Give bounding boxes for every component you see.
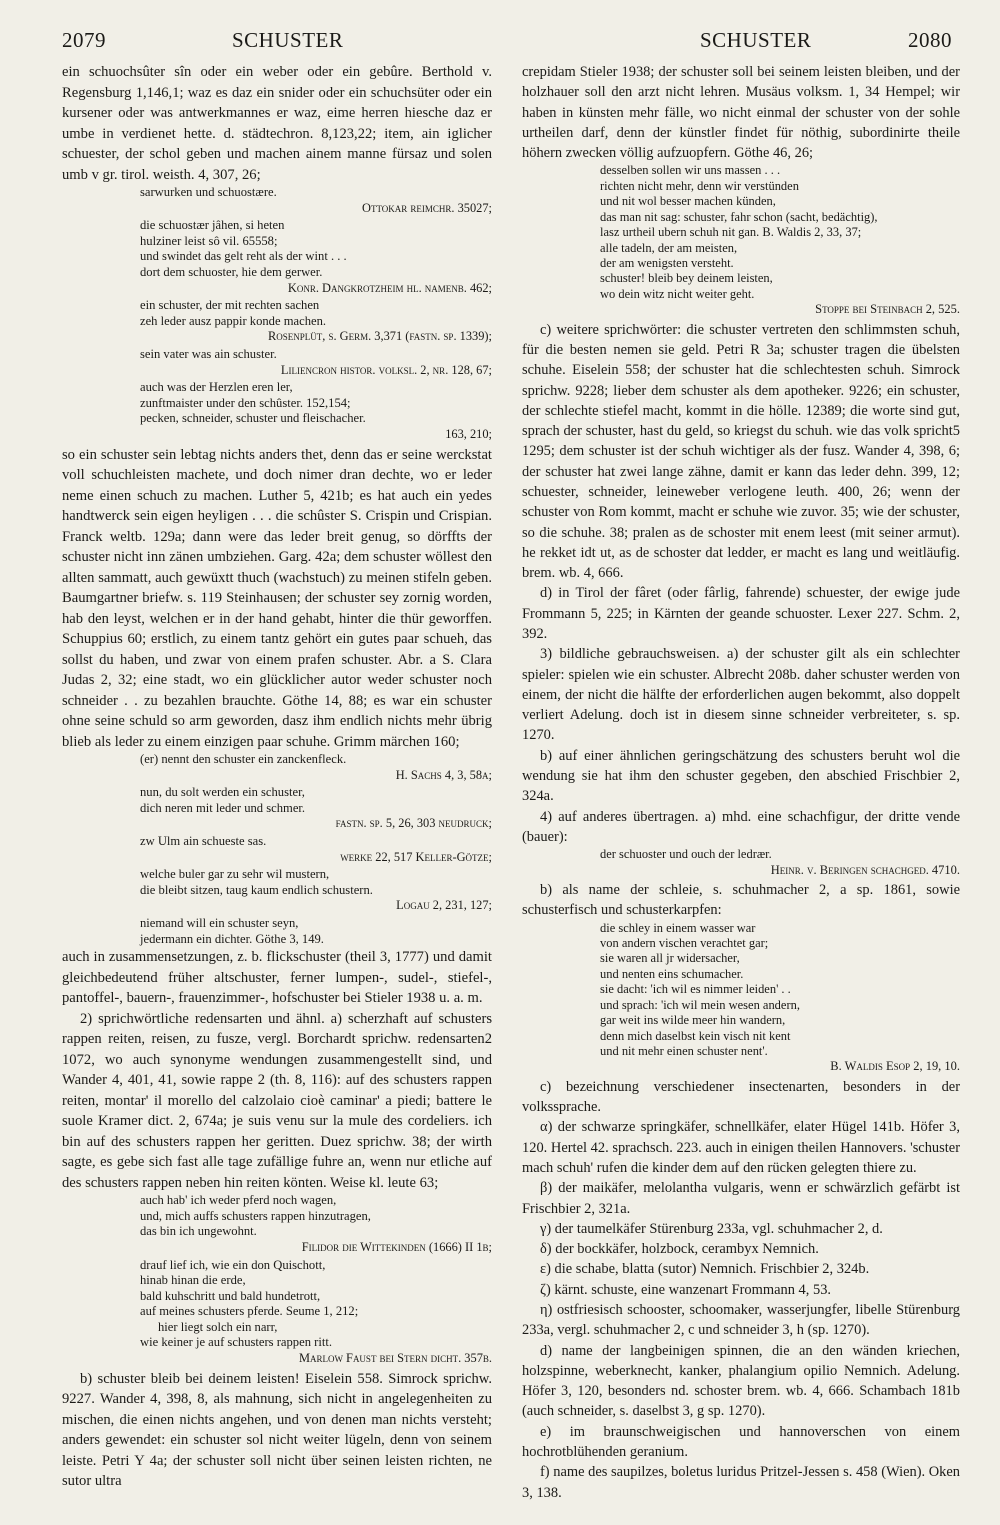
quote-line: die bleibt sitzen, taug kaum endlich schustern.: [140, 882, 373, 897]
quote-line: und, mich auffs schusters rappen hinzutragen,: [140, 1208, 371, 1223]
quote-line: von andern vischen verachtet gar;: [600, 935, 769, 950]
right-column: [522, 62, 960, 1503]
citation-source: Ottokar reimchr. 35027;: [362, 200, 492, 215]
paragraph: b) schuster bleib bei deinem leisten! Eiselein 558. Simrock sprichw. 9227. Wander 4, 398, 8, als mahnung, sich nicht in angelegenheiten zu mischen, die einen nichts angehen, und von denen man nichts versteht; anders gewendet: ein schuster sol nicht weiter lügeln, denn von seinem leiste. Petri Y 4a; der schuster soll nicht über seinen leisten richten, ne sutor ultra: [62, 1370, 492, 1490]
page-number-left: 2079: [62, 28, 106, 52]
citation-source: werke 22, 517 Keller-Götze;: [340, 849, 492, 864]
paragraph: d) name der langbeinigen spinnen, die an den wänden kriechen, holzspinne, weberknecht, kanker, phalangium opilio Nemnich. Adelung. Höfer 3, 120, besonders nd. schoster brem. wb. 4, 666. Schambach 181b (auch schneider, s. daselbst 3, g sp. 1270).: [522, 1342, 960, 1420]
paragraph: 2) sprichwörtliche redensarten und ähnl. a) scherzhaft auf schusters rappen reiten, reisen, zu fusze, vergl. Borchardt sprichw. redensarten2 1072, wo auch synonyme wendungen zusammengestellt sind, und Wander 4, 401, 41, sowie rappe 2 (th. 8, 116): auf des schusters rappen reiten, montar' il morello del calzolaio cioè caminar' a piedi; battere le suole Kramer dict. 2, 674a; je suis venu sur la mule des cordeliers. ich bin auf des schusters rappen her geritten. Duez sprichw. 38; der wirth sagte, es gebe sich fast alle tage zufällige fuhre an, wenn nur etliche auf des schusters rappen neben hin reiten könten. Weise kl. leute 63;: [62, 1010, 492, 1191]
quote-line: pecken, schneider, schuster und fleischacher.: [140, 411, 366, 426]
quote-line: hulziner leist sô vil. 65558;: [140, 233, 278, 248]
quote-line: (er) nennt den schuster ein zanckenfleck.: [140, 752, 347, 766]
quote-line: desselben sollen wir uns massen . . .: [600, 163, 781, 178]
quote-line: auch hab' ich weder pferd noch wagen,: [140, 1193, 337, 1208]
quote-line: wie keiner je auf schusters rappen ritt.: [140, 1335, 332, 1350]
quote-line: lasz urtheil ubern schuh nit gan. B. Waldis 2, 33, 37;: [600, 225, 862, 240]
quote-line: jedermann ein dichter. Göthe 3, 149.: [140, 931, 324, 946]
quote-line: und nenten eins schumacher.: [600, 966, 744, 981]
quote-line: niemand will ein schuster seyn,: [140, 915, 299, 930]
quote-line: ein schuster, der mit rechten sachen: [140, 298, 320, 313]
citation-source: Rosenplüt, s. Germ. 3,371 (fastn. sp. 1339);: [267, 329, 492, 344]
paragraph: 3) bildliche gebrauchsweisen. a) der schuster gilt als ein schlechter spieler: spielen wie ein schuster. Albrecht 208b. daher schuster werden von einem, der nicht die hälfte der erforderlichen augen bekommt, also doppelt verliert Adelung. doch ist in diesem sinne schneider verbreiteter, s. sp. 1270.: [522, 646, 960, 744]
quote-line: und sprach: 'ich wil mein wesen andern,: [600, 997, 800, 1012]
paragraph: b) auf einer ähnlichen geringschätzung des schusters beruht wol die wendung sie hat ihm den schuster gegeben, den abschied Frischbier 2, 324a.: [522, 747, 960, 805]
quote-line: die schley in einem wasser war: [600, 920, 756, 935]
quote-line: auf meines schusters pferde. Seume 1, 212;: [140, 1304, 359, 1319]
citation-source: B. Waldis Esop 2, 19, 10.: [830, 1059, 960, 1074]
citation-source: Filidor die Wittekinden (1666) II 1b;: [301, 1239, 492, 1254]
citation-source: H. Sachs 4, 3, 58a;: [395, 767, 492, 782]
paragraph: η) ostfriesisch schooster, schoomaker, wasserjungfer, libelle Stürenburg 233a, vergl. schuhmacher 2, c und schneider 3, h (sp. 1270).: [522, 1302, 960, 1339]
quote-line: und nit mehr einen schuster nent'.: [600, 1044, 768, 1059]
quote-line: das bin ich ungewohnt.: [140, 1224, 257, 1239]
paragraph: c) bezeichnung verschiedener insectenarten, besonders in der volkssprache.: [522, 1078, 960, 1116]
quote-line: sie dacht: 'ich wil es nimmer leiden' . .: [600, 982, 791, 997]
quote-line: wo dein witz nicht weiter geht.: [600, 286, 755, 301]
quote-line: der am wenigsten versteht.: [600, 256, 734, 271]
paragraph: δ) der bockkäfer, holzbock, cerambyx Nemnich.: [540, 1241, 819, 1258]
paragraph: α) der schwarze springkäfer, schnellkäfer, elater Hügel 141b. Höfer 3, 120. Hertel 42. sprachsch. 223. auch in einigen theilen Hannovers. 'schuster mach schuh' rufen die kinder dem auf den rücken gelegten thiere zu.: [522, 1119, 960, 1177]
quote-line: das man nit sag: schuster, fahr schon (sacht, bedächtig),: [600, 209, 878, 224]
paragraph: c) weitere sprichwörter: die schuster vertreten den schlimmsten schuh, für die besten nemen sie geld. Petri R 3a; schuster tragen die übelsten schuhe. Eiselein 558; der schuster hat die schlechtesten schuh. Simrock sprichw. 9228; lieber dem schuster als dem apotheker. 9226; ein schuster, der schlechte stiefel macht, kommt in die hölle. 12389; die worte sind gut, sprach der schuster, hast du geld, so kriegst du schuh. wie das volk spricht5 1295; dem schuster ist der schuh wichtiger als der fusz. Wander 4, 398, 6; der schuster hat zwei lange zähne, damit er kann das leder dehn. 399, 12; schuester, schneider, leineweber verlogene leuth. 400, 26; wenn der schuster von Rom kommt, macht er schuhe wie zuvor. 35; wie der schuster, so die schuhe. 38; pralen as de schoster mit enem leest (mit seiner armut). he rekket idt ut, as de schoster dat ledder, er macht es lang und weitläufig. brem. wb. 4, 666.: [522, 321, 960, 582]
paragraph: b) als name der schleie, s. schuhmacher 2, a sp. 1861, sowie schusterfisch und schusterkarpfen:: [522, 881, 960, 919]
quote-line: und swindet das gelt reht als der wint . . .: [140, 249, 347, 264]
paragraph: e) im braunschweigischen und hannoverschen von einem hochrotblühenden geranium.: [522, 1423, 960, 1460]
quote-line: nun, du solt werden ein schuster,: [140, 785, 305, 800]
quote-line: zeh leder ausz pappir konde machen.: [140, 313, 327, 328]
quote-line: denn mich daselbst kein visch nit kent: [600, 1028, 791, 1043]
quote-line: zw Ulm ain schueste sas.: [140, 833, 267, 848]
paragraph: β) der maikäfer, melolantha vulgaris, wenn er schwärzlich gefärbt ist Frischbier 2, 321a.: [522, 1180, 960, 1217]
citation-source: Stoppe bei Steinbach 2, 525.: [815, 302, 960, 317]
quote-line: dich neren mit leder und schmer.: [140, 800, 306, 815]
citation-source: Heinr. v. Beringen schachged. 4710.: [770, 862, 960, 877]
quote-line: schuster! bleib bey deinem leisten,: [600, 271, 773, 286]
paragraph: crepidam Stieler 1938; der schuster soll bei seinem leisten bleiben, und der holzhauer soll den arzt nicht lehren. Musäus volksm. 1, 34 Hempel; wir haben in künsten mehr fälle, wo nicht einmal der schuster von der sohle urtheilen darf, denn der künstler findet für nöthig, subordinirte theile höhern zwecken völlig aufzuopfern. Göthe 46, 26;: [522, 64, 960, 162]
quote-line: hier liegt solch ein narr,: [158, 1319, 278, 1334]
quote-line: sarwurken und schuostære.: [140, 185, 277, 199]
quote-line: dort dem schuoster, hie dem gerwer.: [140, 264, 323, 279]
paragraph: d) in Tirol der fâret (oder fârlig, fahrende) schuester, der ewige jude Frommann 5, 225; in Kärnten der geande schuoster. Lexer 227. Schm. 2, 392.: [522, 585, 960, 642]
running-headword-left: SCHUSTER: [232, 28, 344, 52]
paragraph: γ) der taumelkäfer Stürenburg 233a, vgl. schuhmacher 2, d.: [540, 1220, 883, 1237]
citation-source: Konr. Dangkrotzheim hl. namenb. 462;: [287, 280, 492, 295]
paragraph: ein schuochsûter sîn oder ein weber oder ein gebûre. Berthold v. Regensburg 1,146,1; waz es daz ein snider oder ein schuchsüter oder ein kursener oder was antwerkmannes er waz, eime herren hiesche daz er umbe in verdienet hette. d. städtechron. 8,123,22; item, ain iglicher schuester, der schol geben und machen ainem manne fürsaz und solen umb v gr. tirol. weisth. 4, 307, 26;: [62, 64, 492, 183]
quote-line: die schuostær jâhen, si heten: [140, 218, 285, 233]
quote-line: zunftmaister under den schûster. 152,154;: [140, 395, 351, 410]
page-number-right: 2080: [908, 28, 952, 52]
citation-source: Liliencron histor. volksl. 2, nr. 128, 67;: [280, 362, 492, 377]
quote-line: sein vater was ain schuster.: [140, 346, 277, 361]
paragraph: so ein schuster sein lebtag nichts anders thet, denn das er seine werckstat voll schuchleisten machete, und doch nimer dran dechte, wo er leder neme einen schuch zu machen. Luther 5, 421b; es hat auch ein yedes handtwerck sein eigen heyligen . . . die schûster S. Crispin und Crispian. Franck weltb. 129a; dann were das leder breit genug, so dörffts der schuster nicht inn zänen umbziehen. Garg. 42a; dem schuster wöllest den allten sammatt, auch gewüxtt thuch (wachstuch) zu meinen stifeln geben. Baumgartner briefw. s. 119 Steinhausen; der schuster sey zornig worden, hab den leyst, welchen er in der hand gehabt, hinter die thür geworffen. Schuppius 60; erstlich, zu einem tantz gehört ein gutes paar schueh, das sollst du haben, und zwar von einem prafen schuster. Abr. a S. Clara Judas 2, 32; eine stadt, wo ein glücklicher autor weder schuster noch schneider . . zu bezahlen brauchte. Göthe 14, 88; es war ein schuster ohne seine schuld so arm geworden, dasz ihm endlich nichts mehr übrig blieb als leder zu einem einzigen paar schuhe. Grimm märchen 160;: [62, 446, 492, 750]
quote-line: und nit wol besser machen künden,: [600, 194, 776, 209]
citation-source: Marlow Faust bei Stern dicht. 357b.: [298, 1351, 492, 1366]
quote-line: auch was der Herzlen eren ler,: [140, 380, 293, 395]
paragraph: f) name des saupilzes, boletus luridus Pritzel-Jessen s. 458 (Wien). Oken 3, 138.: [522, 1464, 961, 1501]
quote-line: richten nicht mehr, denn wir verstünden: [600, 178, 799, 193]
citation-source: 163, 210;: [445, 426, 492, 441]
quote-line: welche buler gar zu sehr wil mustern,: [140, 867, 330, 882]
quote-line: bald kuhschritt und bald hundetrott,: [140, 1288, 321, 1303]
quote-line: sie waren all jr widersacher,: [600, 951, 740, 966]
quote-line: der schuoster und ouch der ledrær.: [600, 847, 772, 862]
quote-line: gar weit ins wilde meer hin wandern,: [600, 1013, 786, 1028]
left-column: [62, 62, 492, 1492]
quote-line: alle tadeln, der am meisten,: [600, 240, 738, 255]
running-headword-right: SCHUSTER: [700, 28, 812, 52]
paragraph: 4) auf anderes übertragen. a) mhd. eine schachfigur, der dritte vende (bauer):: [522, 808, 960, 845]
quote-line: hinab hinan die erde,: [140, 1273, 246, 1288]
paragraph: ε) die schabe, blatta (sutor) Nemnich. Frischbier 2, 324b.: [540, 1261, 870, 1278]
citation-source: fastn. sp. 5, 26, 303 neudruck;: [335, 816, 492, 831]
quote-line: drauf lief ich, wie ein don Quischott,: [140, 1257, 326, 1272]
paragraph: auch in zusammensetzungen, z. b. flickschuster (theil 3, 1777) und damit gleichbedeutend früher altschuster, ferner lumpen-, sudel-, stiefel-, pantoffel-, bauern-, frauenzimmer-, hofschuster bei Stieler 1938 u. a. m.: [62, 949, 492, 1007]
paragraph: ζ) kärnt. schuste, eine wanzenart Frommann 4, 53.: [540, 1281, 832, 1298]
citation-source: Logau 2, 231, 127;: [396, 898, 492, 913]
